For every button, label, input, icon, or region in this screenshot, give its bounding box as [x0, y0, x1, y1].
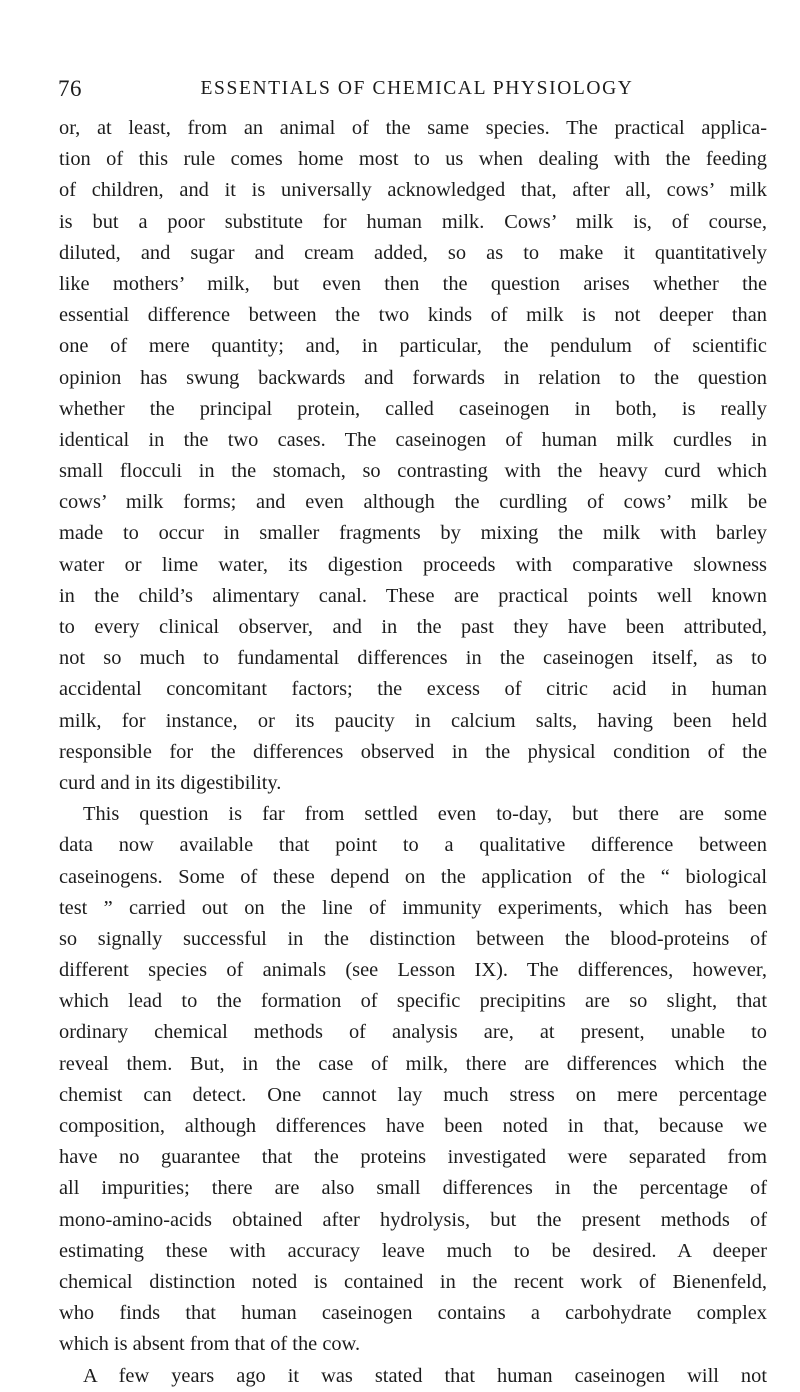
- text-line: caseinogens. Some of these depend on the application of the “ biological: [59, 865, 767, 888]
- text-line: in the child’s alimentary canal. These are practical points well known: [59, 584, 767, 607]
- text-line: reveal them. But, in the case of milk, there are differences which the: [59, 1052, 767, 1075]
- text-line: whether the principal protein, called caseinogen in both, is really: [59, 397, 767, 420]
- text-line: small flocculi in the stomach, so contrasting with the heavy curd which: [59, 460, 767, 483]
- text-line: accidental concomitant factors; the excess of citric acid in human: [59, 678, 767, 701]
- text-line: chemist can detect. One cannot lay much stress on mere percentage: [59, 1083, 767, 1106]
- text-line: This question is far from settled even to-day, but there are some: [83, 803, 767, 826]
- text-line: essential difference between the two kinds of milk is not deeper than: [59, 304, 767, 327]
- text-line: which is absent from that of the cow.: [59, 1333, 361, 1356]
- text-line: estimating these with accuracy leave much to be desired. A deeper: [59, 1239, 767, 1262]
- text-line: data now available that point to a qualitative difference between: [59, 834, 767, 857]
- text-line: milk, for instance, or its paucity in calcium salts, having been held: [59, 709, 767, 732]
- running-head: ESSENTIALS OF CHEMICAL PHYSIOLOGY: [200, 78, 634, 99]
- text-line: diluted, and sugar and cream added, so as to make it quantitatively: [59, 241, 767, 264]
- text-line: or, at least, from an animal of the same species. The practical applica-: [59, 117, 767, 139]
- text-line: opinion has swung backwards and forwards in relation to the question: [59, 366, 767, 389]
- text-line: mono-amino-acids obtained after hydrolysis, but the present methods of: [59, 1208, 767, 1231]
- text-line: who finds that human caseinogen contains a carbohydrate complex: [59, 1302, 767, 1325]
- text-line: test ” carried out on the line of immunity experiments, which has been: [59, 896, 767, 919]
- text-line: responsible for the differences observed in the physical condition of the: [59, 740, 767, 763]
- text-line: to every clinical observer, and in the past they have been attributed,: [59, 616, 767, 638]
- body-text: [59, 113, 767, 1392]
- text-line: tion of this rule comes home most to us when dealing with the feeding: [59, 148, 767, 171]
- text-line: composition, although differences have been noted in that, because we: [59, 1115, 767, 1137]
- text-line: ordinary chemical methods of analysis are, at present, unable to: [59, 1021, 767, 1044]
- text-line: all impurities; there are also small differences in the percentage of: [59, 1177, 767, 1200]
- text-line: like mothers’ milk, but even then the question arises whether the: [59, 272, 767, 295]
- text-line: water or lime water, its digestion proceeds with comparative slowness: [59, 553, 767, 576]
- text-line: different species of animals (see Lesson IX). The differences, however,: [59, 959, 767, 982]
- text-line: chemical distinction noted is contained in the recent work of Bienenfeld,: [59, 1270, 767, 1293]
- text-line: so signally successful in the distinction between the blood-proteins of: [59, 927, 767, 950]
- text-line: cows’ milk forms; and even although the curdling of cows’ milk be: [59, 491, 767, 514]
- text-line: which lead to the formation of specific precipitins are so slight, that: [59, 990, 767, 1013]
- text-line: A few years ago it was stated that human caseinogen will not: [83, 1364, 767, 1387]
- text-line: have no guarantee that the proteins investigated were separated from: [59, 1146, 767, 1169]
- text-line: curd and in its digestibility.: [59, 771, 282, 794]
- text-line: not so much to fundamental differences in the caseinogen itself, as to: [59, 647, 767, 670]
- text-line: identical in the two cases. The caseinogen of human milk curdles in: [59, 428, 767, 451]
- text-line: one of mere quantity; and, in particular, the pendulum of scientific: [59, 335, 767, 358]
- text-line: is but a poor substitute for human milk. Cows’ milk is, of course,: [59, 210, 767, 233]
- page-number: 76: [58, 76, 82, 101]
- text-line: made to occur in smaller fragments by mixing the milk with barley: [59, 522, 767, 545]
- text-line: of children, and it is universally acknowledged that, after all, cows’ milk: [59, 179, 767, 202]
